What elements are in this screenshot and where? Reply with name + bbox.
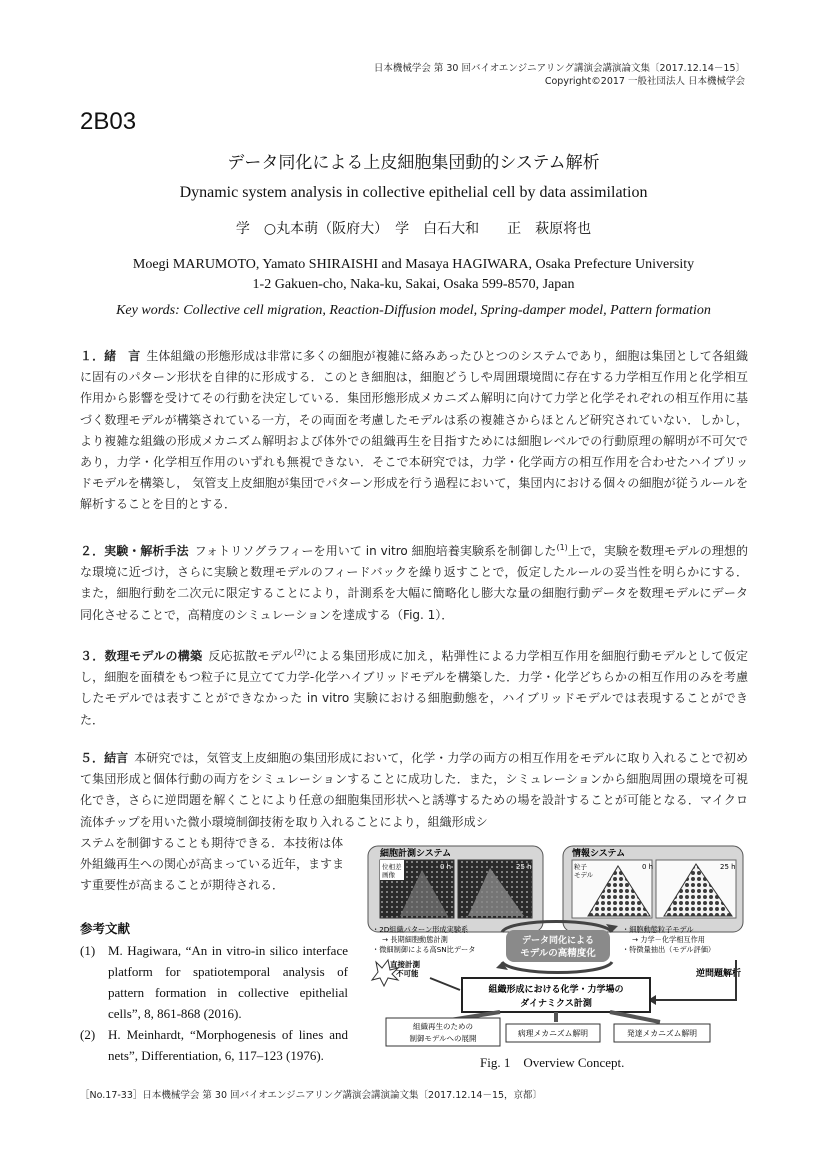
reference-item: [80, 940, 348, 1024]
outcome-label: 発達メカニズム解明: [626, 1029, 698, 1038]
image-label: 画像: [382, 871, 395, 879]
references-title: 参考文献: [80, 921, 131, 936]
reference-number: (2): [80, 1027, 96, 1042]
authors-english: Moegi MARUMOTO, Yamato SHIRAISHI and Masaya HAGIWARA, Osaka Prefecture University: [132, 257, 695, 272]
reference-text: H. Meinhardt, “Morphogenesis of lines and nets”, Differentiation, 6, 117–123 (1976).: [108, 1027, 348, 1063]
information-panel-title: 情報システム: [572, 849, 626, 859]
section-heading: ２．実験・解析手法: [80, 544, 189, 558]
header-line-1: 日本機械学会 第 30 回バイオエンジニアリング講演会講演論文集〔2017.12.14－15〕: [373, 63, 745, 74]
connector-line: [430, 978, 460, 990]
section-body-cont: による集団形成に加え，粘弾性による力学相互作用を細胞行動モデルとして仮定し，細胞を面積をもつ粒子に見立てて力学-化学ハイブリッドモデルを構築した．力学・化学どちらかの相互作用のみを考慮したモデルでは表すことができなかった in vitro 実験における細胞動態を，ハイブリッドモデルでは表現することができた．: [80, 649, 749, 727]
direct-measurement-label: 不可能: [396, 969, 419, 978]
model-label: モデル: [574, 871, 594, 879]
section-body: 生体組織の形態形成は非常に多くの細胞が複雑に絡みあったひとつのシステムであり，細胞は集団として各組織に固有のパターン形状を自律的に形成する．このとき細胞は，細胞どうしや周囲環境間に存在する力学相互作用と化学相互作用から影響を受けてその行動を決定している．集団形態形成メカニズム解明に向けて力学と化学それぞれの相互作用に基づく数理モデルが構築されている一方，その両面を考慮したモデルは系の複雑さからほとんど研究されていない．しかし，より複雑な組織の形成メカニズム解明および体外での組織再生を目指すためには細胞レベルでの行動原理の解明が不可欠であり，力学・化学相互作用のいずれも無視できない．そこで本研究では，力学・化学両方の相互作用を合わせたハイブリッドモデルを構築し， 気管支上皮細胞が集団でパターン形成を行う過程において，集団内における個々の細胞が従うルールを解析することを目的とする．: [80, 349, 748, 512]
keywords: Key words: Collective cell migration, Reaction-Diffusion model, Spring-damper model, Pattern formation: [116, 303, 711, 318]
time-label: 0 h: [440, 863, 452, 871]
dynamics-label: ダイナミクス計測: [520, 999, 592, 1009]
time-label: 25 h: [516, 863, 532, 871]
header-line-2: Copyright©2017 一般社団法人 日本機械学会: [544, 76, 745, 87]
assimilation-label: モデルの高精度化: [520, 948, 596, 959]
section-heading: ３．数理モデルの構築: [80, 649, 203, 663]
section-conclusion-tail: ステムを制御することも期待できる．本技術は体外組織再生への関心が高まっている近年，ますます重要性が高まることが期待される．: [80, 836, 345, 893]
section-conclusion: [80, 748, 748, 833]
model-note: → 力学－化学相互作用: [632, 935, 705, 944]
outcome-label: 組織再生のための: [413, 1022, 473, 1031]
paper-code: 2B03: [80, 108, 137, 135]
citation-marker: (2): [293, 648, 306, 657]
outcome-label: 病理メカニズム解明: [517, 1029, 589, 1038]
reference-number: (1): [80, 943, 96, 958]
image-label: 位相差: [382, 863, 402, 871]
reference-text: M. Hagiwara, “An in vitro-in silico interface platform for spatiotemporal analysis of pattern formation in collective epithelial cells”, 8, 861-868 (2016).: [108, 943, 348, 1021]
section-body-cont: 上で，実験を数理モデルの理想的な環境に近づけ，さらに実験と数理モデルのフィードバックを繰り返すことで，仮定したルールの妥当性を明らかにする．また，細胞行動を二次元に限定することにより，計測系を大幅に簡略化し膨大な量の細胞行動データを数理モデルにデータ同化させることで，高精度のシミュレーションを達成する（Fig. 1）．: [80, 544, 748, 622]
cycle-arrow-bottom: [502, 962, 612, 973]
measurement-note: ・2D組織パターン形成実験系: [372, 925, 469, 934]
time-label: 0 h: [642, 863, 654, 871]
assimilation-label: データ同化による: [521, 936, 595, 946]
measurement-note: → 長期細胞動態計測: [382, 935, 448, 944]
section-methods: [80, 537, 748, 626]
figure-caption: Fig. 1 Overview Concept.: [480, 1055, 625, 1070]
title-english: Dynamic system analysis in collective epithelial cell by data assimilation: [179, 184, 648, 201]
outcome-arrow: [610, 1012, 660, 1022]
time-label: 25 h: [720, 863, 736, 871]
section-heading: ５．結言: [80, 751, 129, 765]
measurement-panel-title: 細胞計測システム: [380, 849, 452, 859]
section-body: 本研究では，気管支上皮細胞の集団形成において，化学・力学の両方の相互作用をモデルに取り入れることで初めて集団形成と個体行動の両方をシミュレーションすることに成功した．また，シミュレーションから細胞周囲の環境を可視化でき，さらに逆問題を解くことにより任意の細胞集団形状へと誘導するための場を設計することが可能となる．マイクロ流体チップを用いた微小環境制御技術を取り入れることにより，組織形成シ: [80, 751, 748, 829]
section-introduction: [80, 346, 748, 516]
section-body: 反応拡散モデル: [208, 649, 294, 663]
inverse-arrow: [650, 960, 736, 1000]
outcome-label: 制御モデルへの展開: [409, 1034, 477, 1043]
section-model: [80, 642, 748, 731]
section-body: フォトリソグラフィーを用いて in vitro 細胞培養実験系を制御した: [194, 544, 557, 558]
citation-marker: (1): [556, 543, 568, 552]
reference-item: [80, 1024, 348, 1066]
affiliation-address: 1-2 Gakuen-cho, Naka-ku, Sakai, Osaka 599-8570, Japan: [252, 277, 575, 292]
model-note: ・細胞動態粒子モデル: [622, 925, 694, 934]
model-label: 粒子: [574, 863, 587, 871]
authors-japanese: 学 ○丸本萌（阪府大） 学 白石大和 正 萩原将也: [235, 221, 592, 237]
title-japanese: データ同化による上皮細胞集団動的システム解析: [227, 153, 600, 173]
inverse-problem-label: 逆問題解析: [696, 969, 742, 979]
dynamics-label: 組織形成における化学・力学場の: [488, 985, 624, 995]
measurement-note: ・微細制御による高SN比データ: [372, 945, 476, 954]
model-note: ・特徴量抽出（モデル評価）: [622, 945, 716, 954]
footer: ［No.17-33］日本機械学会 第 30 回バイオエンジニアリング講演会講演論文集〔2017.12.14－15，京都〕: [80, 1090, 543, 1101]
direct-measurement-label: 直接計測: [390, 960, 420, 969]
overview-figure: [360, 840, 752, 1050]
section-heading: １．緒 言: [80, 349, 141, 363]
